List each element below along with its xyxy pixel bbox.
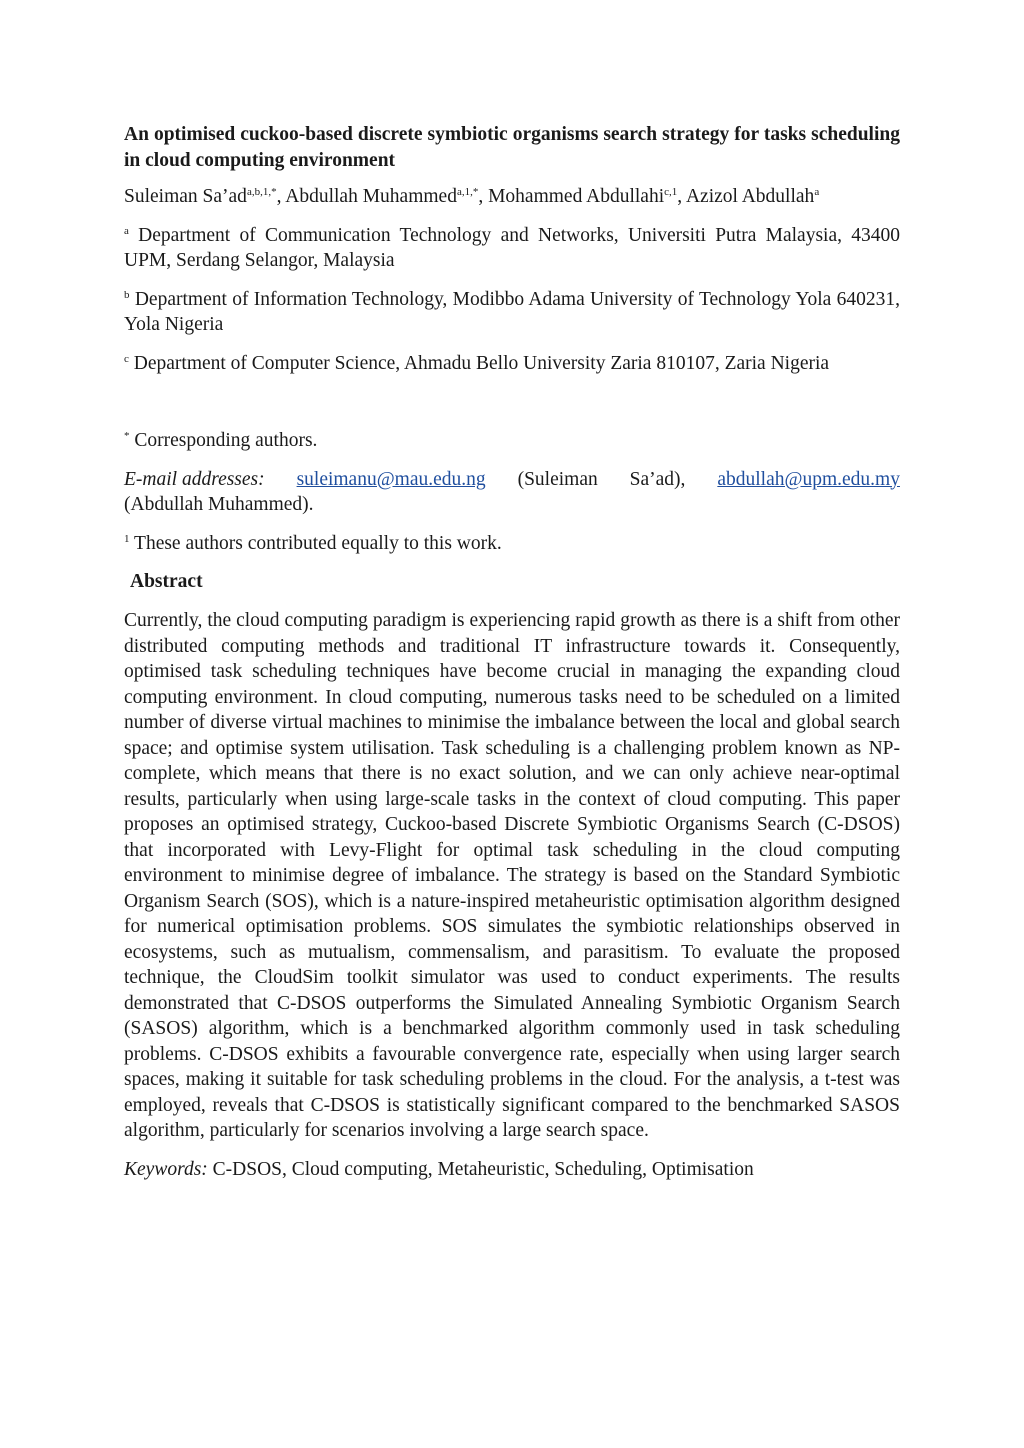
author-marks: a,b,1,* bbox=[246, 186, 277, 198]
paper-title: An optimised cuckoo-based discrete symbiotic organisms search strategy for tasks scheduling in cloud computing environment bbox=[124, 124, 900, 171]
affiliation-mark: a bbox=[124, 224, 129, 237]
corresponding-note bbox=[124, 428, 900, 454]
email-block bbox=[124, 467, 900, 518]
author-marks: c,1 bbox=[664, 186, 678, 198]
equal-contribution-text: These authors contributed equally to this work. bbox=[134, 532, 502, 554]
affiliation-c bbox=[124, 351, 900, 377]
affiliation-b bbox=[124, 287, 900, 338]
author-separator: , bbox=[276, 186, 286, 207]
author-marks: a bbox=[814, 186, 820, 198]
corresponding-text: Corresponding authors. bbox=[134, 430, 318, 451]
email-label: E-mail addresses: bbox=[124, 468, 265, 490]
affiliation-text: Department of Communication Technology and Networks, Universiti Putra Malaysia, 43400 UPM, Serdang Selangor, Malaysia bbox=[124, 224, 900, 271]
affiliation-mark: c bbox=[124, 352, 129, 365]
author-name: Abdullah Muhammed bbox=[285, 186, 457, 207]
keywords-text: C-DSOS, Cloud computing, Metaheuristic, Scheduling, Optimisation bbox=[212, 1158, 754, 1180]
abstract-body: Currently, the cloud computing paradigm is experiencing rapid growth as there is a shift from other distributed computing methods and traditional IT infrastructure towards it. Consequently, optimised task scheduling techniques have become crucial in managing the expanding cloud computing environment. In cloud computing, numerous tasks need to be scheduled on a limited number of diverse virtual machines to minimise the imbalance between the local and global search space; and optimise system utilisation. Task scheduling is a challenging problem known as NP-complete, which means that there is no exact solution, and we can only achieve near-optimal results, particularly when using large-scale tasks in the context of cloud computing. This paper proposes an optimised strategy, Cuckoo-based Discrete Symbiotic Organisms Search (C-DSOS) that incorporated with Levy-Flight for optimal task scheduling in the cloud computing environment to minimise degree of imbalance. The strategy is based on the Standard Symbiotic Organism Search (SOS), which is a nature-inspired metaheuristic optimisation algorithm designed for numerical optimisation problems. SOS simulates the symbiotic relationships observed in ecosystems, such as mutualism, commensalism, and parasitism. To evaluate the proposed technique, the CloudSim toolkit simulator was used to conduct experiments. The results demonstrated that C-DSOS outperforms the Simulated Annealing Symbiotic Organism Search (SASOS) algorithm, which is a benchmarked algorithm commonly used in task scheduling problems. C-DSOS exhibits a favourable convergence rate, especially when using larger search spaces, making it suitable for task scheduling problems in the cloud. For the analysis, a t-test was employed, reveals that C-DSOS is statistically significant compared to the benchmarked SASOS algorithm, particularly for scenarios involving a large search space. bbox=[124, 610, 900, 1141]
abstract-heading: Abstract bbox=[130, 571, 203, 592]
email-line bbox=[124, 467, 900, 493]
author-marks: a,1,* bbox=[456, 186, 479, 198]
author-separator: , bbox=[478, 186, 489, 207]
email-link-1[interactable]: suleimanu@mau.edu.ng bbox=[296, 468, 486, 490]
corresponding-mark: * bbox=[124, 430, 130, 442]
email-link-2[interactable]: abdullah@upm.edu.my bbox=[717, 468, 900, 490]
author-list bbox=[124, 184, 900, 210]
affiliation-text: Department of Information Technology, Modibbo Adama University of Technology Yola 640231, Yola Nigeria bbox=[124, 288, 900, 335]
equal-contribution-note bbox=[124, 531, 900, 557]
affiliation-a bbox=[124, 223, 900, 274]
email-name-1b: Sa’ad), bbox=[629, 468, 686, 490]
author-separator: , bbox=[677, 186, 686, 207]
affiliation-text: Department of Computer Science, Ahmadu Bello University Zaria 810107, Zaria Nigeria bbox=[133, 352, 830, 374]
author-name: Suleiman Sa’ad bbox=[124, 186, 247, 207]
author-name: Azizol Abdullah bbox=[685, 186, 815, 207]
keywords-label: Keywords: bbox=[124, 1158, 208, 1180]
author-name: Mohammed Abdullahi bbox=[488, 186, 665, 207]
email-name-2: (Abdullah Muhammed). bbox=[124, 494, 314, 515]
equal-contribution-mark: 1 bbox=[124, 532, 130, 545]
keywords bbox=[124, 1157, 900, 1183]
affiliation-mark: b bbox=[124, 288, 130, 301]
paper-page bbox=[124, 122, 900, 1182]
email-name-1a: (Suleiman bbox=[517, 468, 598, 490]
